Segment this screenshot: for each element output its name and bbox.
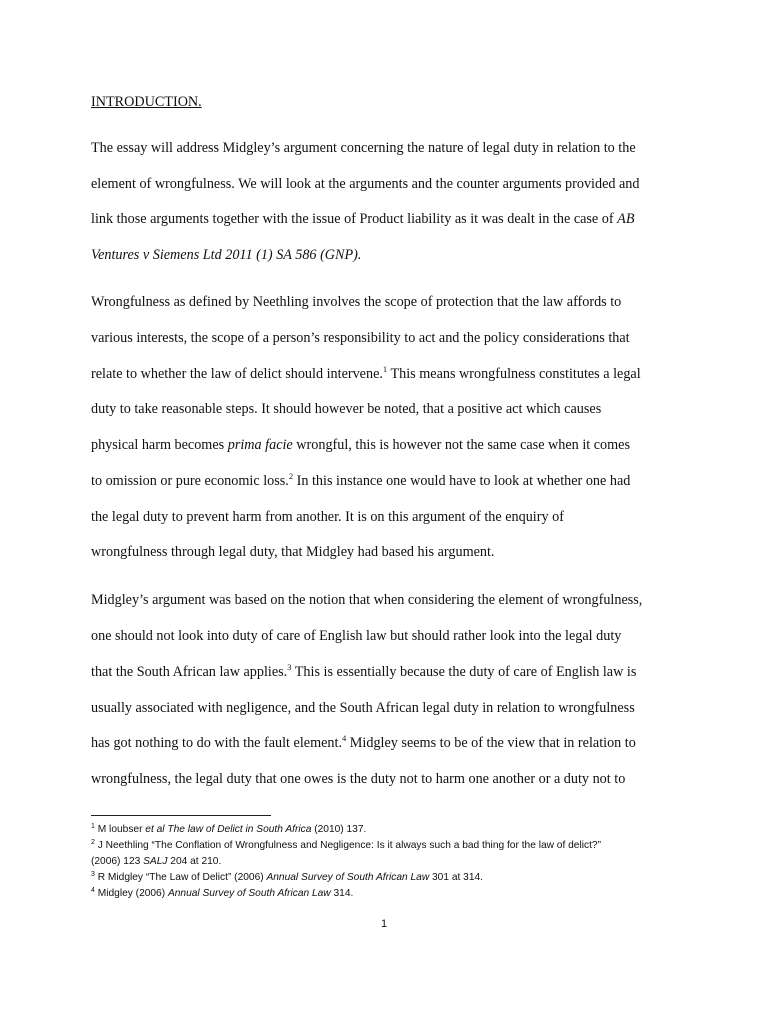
- footnote-journal-italic: Annual Survey of South African Law: [167, 888, 331, 899]
- text-run: that the South African law applies.: [91, 664, 288, 680]
- text-run: physical harm becomes: [91, 437, 228, 453]
- paragraph-2-line-4: duty to take reasonable steps. It should however be noted, that a positive act which causes: [91, 401, 602, 417]
- footnote-number: 2: [91, 839, 95, 846]
- paragraph-3-line-4: usually associated with negligence, and the South African legal duty in relation to wrongfulness: [91, 700, 635, 716]
- footnote-title-italic: et al The law of Delict in South Africa: [145, 824, 312, 835]
- footnote-number: 3: [91, 871, 95, 878]
- paragraph-3-line-3: [91, 662, 637, 680]
- footnote-text: M loubser: [94, 824, 146, 835]
- footnote-text: 204 at 210.: [167, 856, 222, 867]
- footnote-text: 301 at 314.: [429, 872, 484, 883]
- text-run: wrongful, this is however not the same case when it comes: [292, 437, 630, 453]
- case-name-italic: AB: [617, 211, 635, 227]
- footnote-2: [91, 841, 601, 851]
- page-number: 1: [380, 918, 388, 930]
- paragraph-2-line-3: [91, 364, 641, 382]
- footnote-1: [91, 825, 366, 835]
- footnote-number: 1: [91, 823, 95, 830]
- text-run: relate to whether the law of delict should intervene.: [91, 366, 383, 382]
- paragraph-2-line-7: the legal duty to prevent harm from another. It is on this argument of the enquiry of: [91, 509, 564, 525]
- paragraph-2-line-6: [91, 471, 631, 489]
- footnote-text: J Neethling “The Conflation of Wrongfulness and Negligence: Is it always such a bad thing for the law of delict?”: [94, 840, 601, 851]
- footnote-text: 314.: [330, 888, 354, 899]
- text-run: This is essentially because the duty of care of English law is: [291, 664, 637, 680]
- text-run: to omission or pure economic loss.: [91, 473, 289, 489]
- text-run: In this instance one would have to look at whether one had: [293, 473, 631, 489]
- paragraph-3-line-6: wrongfulness, the legal duty that one owes is the duty not to harm one another or a duty not to: [91, 771, 626, 787]
- footnote-4: [91, 889, 353, 899]
- footnote-number: 4: [91, 887, 95, 894]
- case-citation-italic: Ventures v Siemens Ltd 2011 (1) SA 586 (GNP).: [91, 247, 362, 263]
- text-run: This means wrongfulness constitutes a legal: [387, 366, 641, 382]
- paragraph-3-line-1: Midgley’s argument was based on the notion that when considering the element of wrongfulness,: [91, 592, 643, 608]
- italic-term: prima facie: [227, 437, 293, 453]
- paragraph-2-line-2: various interests, the scope of a person’s responsibility to act and the policy considerations that: [91, 330, 630, 346]
- footnote-text: (2010) 137.: [311, 824, 367, 835]
- paragraph-1-line-2: element of wrongfulness. We will look at the arguments and the counter arguments provided and: [91, 176, 640, 192]
- footnote-2-continued: [91, 857, 221, 867]
- footnote-journal-italic: Annual Survey of South African Law: [266, 872, 430, 883]
- paragraph-1-line-1: The essay will address Midgley’s argument concerning the nature of legal duty in relation to the: [91, 140, 636, 156]
- footnote-text: (2006) 123: [91, 856, 144, 867]
- footnote-journal-italic: SALJ: [143, 856, 168, 867]
- text-run: link those arguments together with the issue of Product liability as it was dealt in the case of: [91, 211, 618, 227]
- paragraph-3-line-5: [91, 733, 636, 751]
- section-heading: INTRODUCTION.: [91, 94, 202, 110]
- footnote-text: R Midgley “The Law of Delict” (2006): [94, 872, 267, 883]
- paragraph-1-line-3: [91, 212, 635, 226]
- paragraph-1-line-4: [91, 248, 361, 262]
- footnote-separator: [91, 815, 271, 816]
- footnote-ref-4: 4: [342, 733, 347, 743]
- paragraph-2-line-1: Wrongfulness as defined by Neethling involves the scope of protection that the law affords to: [91, 294, 622, 310]
- footnote-3: [91, 873, 483, 883]
- footnote-text: Midgley (2006): [94, 888, 168, 899]
- footnote-ref-1: 1: [382, 364, 388, 374]
- text-run: has got nothing to do with the fault element.: [91, 735, 342, 751]
- text-run: Midgley seems to be of the view that in relation to: [346, 735, 636, 751]
- paragraph-2-line-8: wrongfulness through legal duty, that Midgley had based his argument.: [91, 544, 495, 560]
- paragraph-3-line-2: one should not look into duty of care of English law but should rather look into the legal duty: [91, 628, 622, 644]
- footnote-ref-2: 2: [288, 471, 294, 481]
- footnote-ref-3: 3: [287, 662, 292, 672]
- paragraph-2-line-5: [91, 438, 630, 452]
